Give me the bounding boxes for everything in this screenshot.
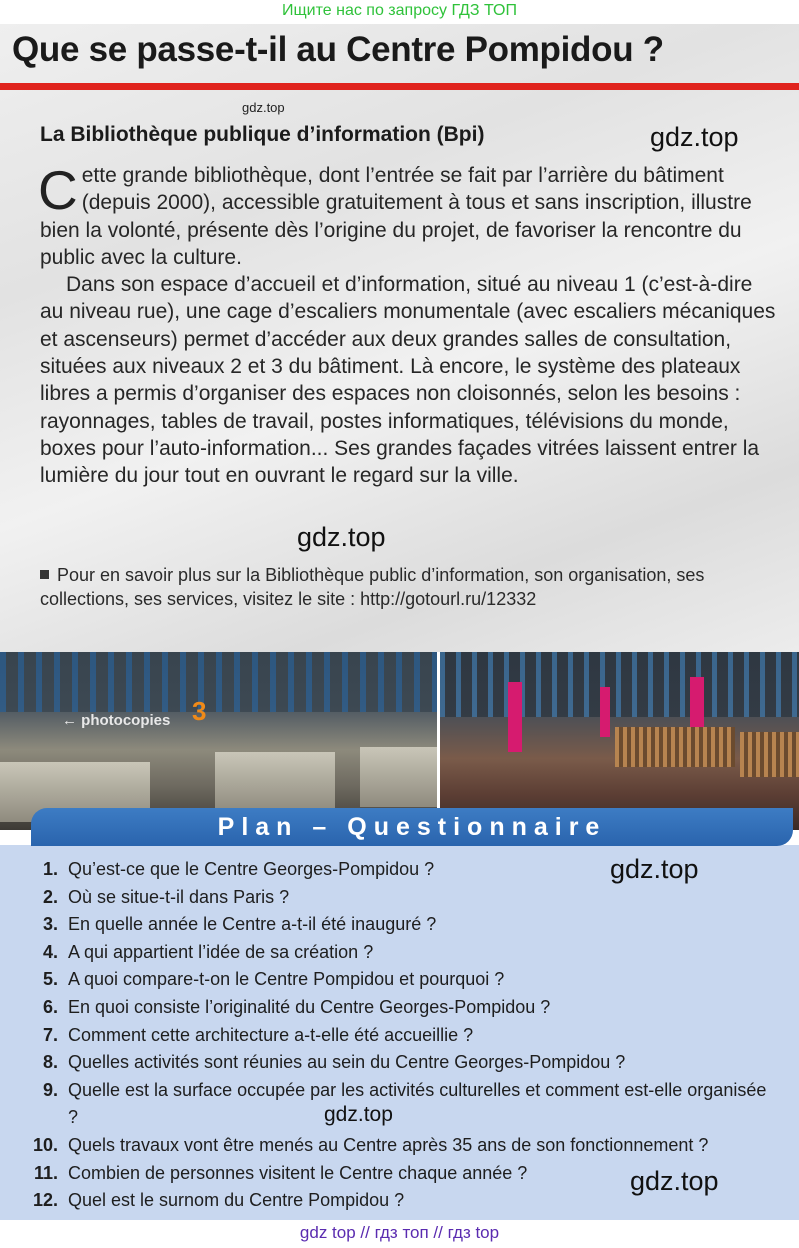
question-text: Quels travaux vont être menés au Centre après 35 ans de son fonctionnement ?: [68, 1134, 709, 1155]
question-item: [0, 884, 799, 912]
question-item: [0, 1049, 799, 1077]
watermark: gdz.top: [297, 522, 386, 552]
pink-level-sign: [508, 682, 522, 752]
article-body: [38, 159, 780, 490]
photocopies-sign: ← photocopies: [62, 712, 171, 729]
question-number: 2.: [42, 886, 58, 907]
watermark-small: gdz.top: [242, 100, 285, 115]
question-list: [0, 856, 799, 1215]
question-text: Comment cette architecture a-t-elle été accueillie ?: [68, 1024, 474, 1045]
photo-desk: [215, 752, 335, 812]
question-number: 10.: [32, 1134, 58, 1155]
question-item: [0, 939, 799, 967]
question-number: 7.: [42, 1024, 58, 1045]
pink-level-sign: [600, 687, 610, 737]
question-item: [0, 1132, 799, 1160]
paragraph-1-text: ette grande bibliothèque, dont l’entrée se fait par l’arrière du bâtiment (depuis 2000), accessible gratuitement à tous et sans inscription, illustre bien la volonté, présente dès l’origine du projet, de favoriser la rencontre du public avec la culture.: [40, 164, 752, 269]
drop-cap: C: [38, 159, 78, 221]
photo-library-hall: [0, 652, 437, 830]
photo-ceiling: [440, 652, 799, 717]
question-number: 9.: [42, 1079, 58, 1100]
question-number: 4.: [42, 941, 58, 962]
watermark: gdz.top: [324, 1103, 393, 1126]
question-number: 6.: [42, 996, 58, 1017]
paragraph-1: [38, 159, 780, 271]
title-underline: [0, 83, 799, 90]
question-text: Combien de personnes visitent le Centre chaque année ?: [68, 1162, 528, 1183]
question-item: [0, 1022, 799, 1050]
question-text: A qui appartient l’idée de sa création ?: [68, 941, 374, 962]
question-item: [0, 966, 799, 994]
library-photos: [0, 652, 799, 830]
level-sign: 3: [192, 696, 207, 726]
watermark: gdz.top: [650, 122, 739, 152]
bottom-banner[interactable]: gdz top // гдз топ // гдз top: [0, 1220, 799, 1248]
square-bullet-icon: [40, 570, 49, 579]
question-text: Quelle est la surface occupée par les activités culturelles et comment est-elle organisée ?: [68, 1079, 767, 1128]
info-note-text: Pour en savoir plus sur la Bibliothèque public d’information, son organisation, ses collections, ses services, visitez le site : http://gotourl.ru/12332: [40, 565, 705, 609]
question-number: 11.: [33, 1162, 58, 1183]
page-title: Que se passe-t-il au Centre Pompidou ?: [12, 30, 664, 69]
photo-reading-room: [440, 652, 799, 830]
section-title: La Bibliothèque publique d’information (Bpi): [40, 123, 485, 146]
paragraph-2: Dans son espace d’accueil et d’information, situé au niveau 1 (c’est-à-dire au niveau rue), une cage d’escaliers monumentale (avec escaliers mécaniques et ascenseurs) permet d’accéder aux deux grandes salles de consultation, situées aux niveaux 2 et 3 du bâtiment. Là encore, le système des plateaux libres a permis d’organiser des espaces non cloisonnés, selon les besoins : rayonnages, tables de travail, postes informatiques, télévisions du monde, boxes pour l’auto-information... Ses grandes façades vitrées laissent entrer la lumière du jour tout en ouvrant le regard sur la ville.: [40, 273, 776, 488]
question-item: [0, 1077, 799, 1132]
question-text: Quel est le surnom du Centre Pompidou ?: [68, 1190, 405, 1211]
question-number: 12.: [32, 1190, 58, 1211]
question-number: 8.: [42, 1052, 58, 1073]
info-note: [40, 563, 780, 611]
photo-desk: [360, 747, 437, 807]
watermark: gdz.top: [630, 1166, 719, 1196]
watermark: gdz.top: [610, 854, 699, 884]
question-item: [0, 994, 799, 1022]
photo-bookshelves: [740, 732, 799, 777]
question-text: Quelles activités sont réunies au sein du Centre Georges-Pompidou ?: [68, 1052, 626, 1073]
photo-bookshelves: [615, 727, 735, 767]
plan-questionnaire-header: Plan – Questionnaire: [31, 808, 793, 846]
question-item: [0, 911, 799, 939]
question-text: Où se situe-t-il dans Paris ?: [68, 886, 290, 907]
question-number: 1.: [42, 859, 58, 879]
top-search-banner[interactable]: Ищите нас по запросу ГДЗ ТОП: [0, 0, 799, 24]
question-text: Qu’est-ce que le Centre Georges-Pompidou ?: [68, 859, 435, 879]
question-number: 5.: [42, 969, 58, 990]
question-number: 3.: [42, 914, 58, 935]
photo-ceiling: [0, 652, 437, 712]
question-text: En quelle année le Centre a-t-il été inauguré ?: [68, 914, 437, 935]
question-text: A quoi compare-t-on le Centre Pompidou et pourquoi ?: [68, 969, 505, 990]
question-text: En quoi consiste l’originalité du Centre Georges-Pompidou ?: [68, 996, 551, 1017]
